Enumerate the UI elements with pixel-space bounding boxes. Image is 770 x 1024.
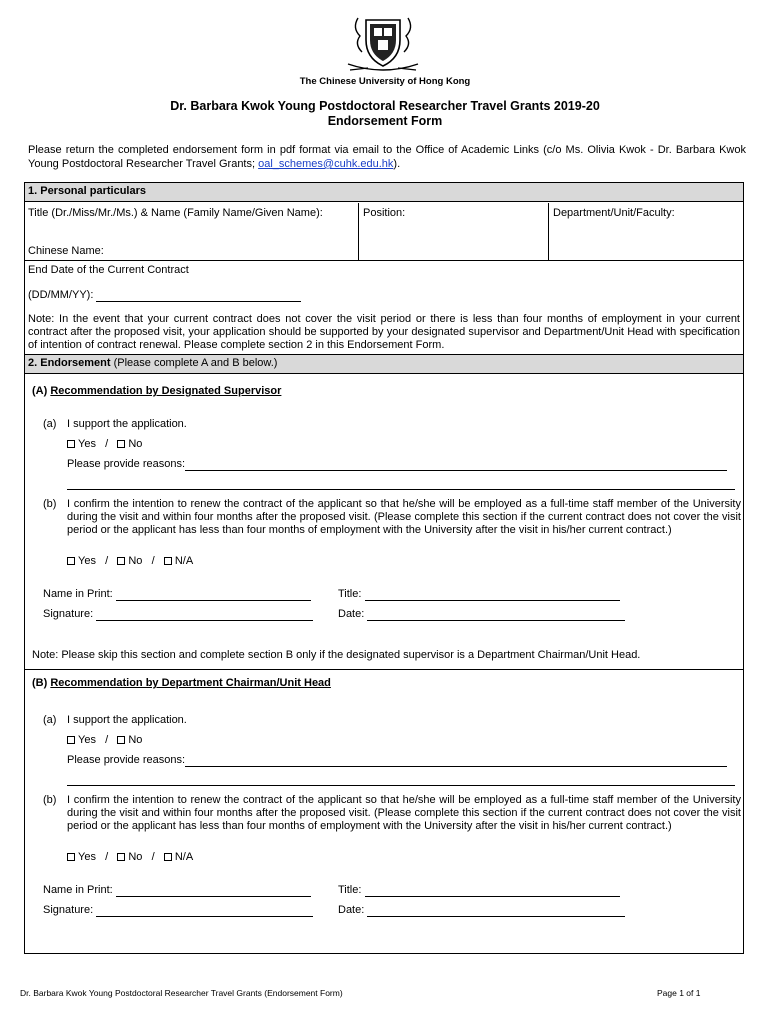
end-date-label: End Date of the Current Contract — [28, 264, 189, 276]
part-a-heading: (A) Recommendation by Designated Supervisor — [32, 385, 282, 397]
name-in-print-field-a[interactable]: Name in Print: — [43, 588, 311, 601]
yes-checkbox[interactable] — [67, 440, 75, 448]
item-a-label: (a) — [43, 714, 57, 726]
support-choice-a[interactable]: Yes / No — [67, 438, 142, 451]
no-checkbox[interactable] — [117, 736, 125, 744]
end-date-field[interactable]: (DD/MM/YY): — [28, 289, 301, 302]
position-field[interactable]: Position: — [363, 207, 406, 219]
footer-title: Dr. Barbara Kwok Young Postdoctoral Researcher Travel Grants (Endorsement Form) — [20, 988, 343, 998]
intro-text: Please return the completed endorsement form in pdf format via email to the Office of Academic Links (c/o Ms. Olivia Kwok - Dr. Barbara Kwok Young Postdoctoral Researcher Travel Grants; oal_schemes@cuhk.edu.hk). — [28, 144, 746, 170]
no-checkbox[interactable] — [117, 853, 125, 861]
item-a-label: (a) — [43, 418, 57, 430]
title-field-a[interactable]: Title: — [338, 588, 620, 601]
item-b-label: (b) — [43, 498, 57, 510]
chinese-name-field[interactable]: Chinese Name: — [28, 245, 104, 257]
yes-checkbox[interactable] — [67, 557, 75, 565]
name-in-print-field-b[interactable]: Name in Print: — [43, 884, 311, 897]
reasons-field-b[interactable]: Please provide reasons: — [67, 754, 727, 767]
university-name: The Chinese University of Hong Kong — [299, 76, 471, 87]
email-link[interactable]: oal_schemes@cuhk.edu.hk — [258, 158, 394, 170]
item-a-text: I support the application. — [67, 418, 187, 430]
support-choice-b[interactable]: Yes / No — [67, 734, 142, 747]
page-number: Page 1 of 1 — [657, 988, 701, 998]
item-b-text: I confirm the intention to renew the contract of the applicant so that he/she will be employed as a full-time staff member of the University during the visit and within four months after the proposed visit. (Please complete this section if the current contract does not cover the visit period or the applicant has less than four months of employment with the University after the visit in his/her current contract.) — [67, 498, 741, 536]
section1-heading: 1. Personal particulars — [25, 183, 743, 202]
signature-field-a[interactable]: Signature: — [43, 608, 313, 621]
date-field-b[interactable]: Date: — [338, 904, 625, 917]
date-field-a[interactable]: Date: — [338, 608, 625, 621]
skip-note: Note: Please skip this section and complete section B only if the designated supervisor is a Department Chairman/Unit Head. — [32, 649, 641, 661]
renew-choice-b[interactable]: Yes / No / N/A — [67, 851, 193, 864]
university-seal-logo — [338, 14, 428, 76]
na-checkbox[interactable] — [164, 557, 172, 565]
item-b-label: (b) — [43, 794, 57, 806]
part-b-heading: (B) Recommendation by Department Chairman/Unit Head — [32, 677, 331, 689]
na-checkbox[interactable] — [164, 853, 172, 861]
section1-note: Note: In the event that your current contract does not cover the visit period or there is less than four months of employment in your current contract after the proposed visit, your application should be supported by your designated supervisor and Department/Unit Head with specification of intention of contract renewal. Please complete section 2 in this Endorsement Form. — [28, 313, 740, 351]
renew-choice-a[interactable]: Yes / No / N/A — [67, 555, 193, 568]
item-b-text: I confirm the intention to renew the contract of the applicant so that he/she will be employed as a full-time staff member of the University during the visit and within four months after the proposed visit. (Please complete this section if the current contract does not cover the visit period or the applicant has less than four months of employment with the University after the visit in his/her current contract.) — [67, 794, 741, 832]
reasons-field-a[interactable]: Please provide reasons: — [67, 458, 727, 471]
no-checkbox[interactable] — [117, 440, 125, 448]
title-field-b[interactable]: Title: — [338, 884, 620, 897]
signature-field-b[interactable]: Signature: — [43, 904, 313, 917]
title-name-field[interactable]: Title (Dr./Miss/Mr./Ms.) & Name (Family Name/Given Name): — [28, 207, 323, 219]
yes-checkbox[interactable] — [67, 853, 75, 861]
reasons-line-b[interactable] — [67, 773, 735, 786]
no-checkbox[interactable] — [117, 557, 125, 565]
endorsement-form — [24, 182, 744, 954]
page-title: Dr. Barbara Kwok Young Postdoctoral Researcher Travel Grants 2019-20 Endorsement Form — [170, 99, 600, 128]
section2-heading: 2. Endorsement (Please complete A and B below.) — [25, 355, 743, 374]
item-a-text: I support the application. — [67, 714, 187, 726]
department-field[interactable]: Department/Unit/Faculty: — [553, 207, 675, 219]
yes-checkbox[interactable] — [67, 736, 75, 744]
reasons-line-a[interactable] — [67, 477, 735, 490]
